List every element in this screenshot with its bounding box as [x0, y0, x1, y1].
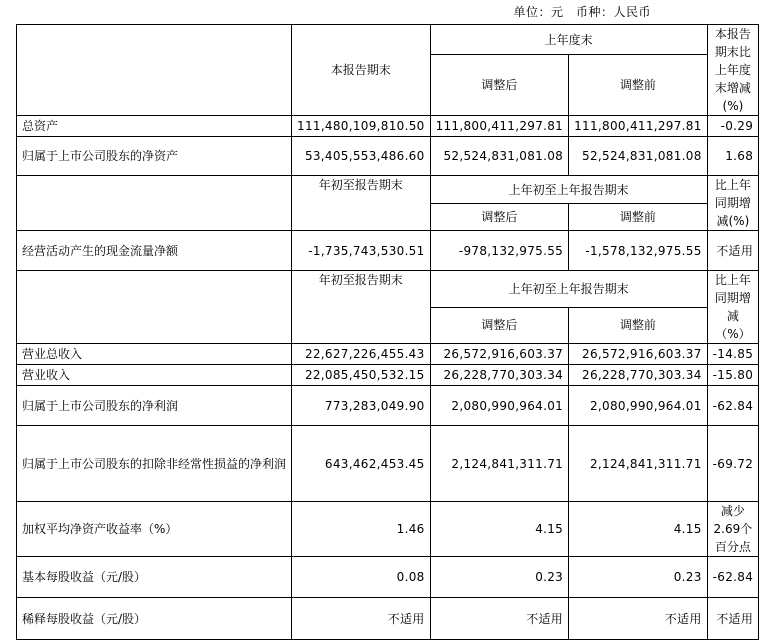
table-row [17, 386, 759, 426]
cell-before: 26,572,916,603.37 [569, 344, 708, 365]
header-prev-year-end: 上年度末 [430, 25, 707, 55]
unit-currency-note: 单位：元 币种：人民币 [513, 5, 651, 19]
cell-change: -62.84 [707, 557, 758, 598]
cell-adjusted: 0.23 [430, 557, 569, 598]
cell-before: 2,080,990,964.01 [569, 386, 708, 426]
financial-data-table [16, 24, 759, 640]
header-adjusted: 调整后 [430, 204, 569, 231]
cell-current: 643,462,453.45 [292, 426, 431, 502]
row-label: 归属于上市公司股东的扣除非经常性损益的净利润 [17, 426, 292, 502]
cell-current: 111,480,109,810.50 [292, 116, 431, 137]
cell-change: -15.80 [707, 365, 758, 386]
cell-current: 773,283,049.90 [292, 386, 431, 426]
header-adjusted: 调整后 [430, 55, 569, 116]
table-row [17, 598, 759, 640]
table-row [17, 231, 759, 271]
cell-change: 不适用 [707, 598, 758, 640]
cell-before: 52,524,831,081.08 [569, 137, 708, 176]
table-row [17, 426, 759, 502]
cell-current: 53,405,553,486.60 [292, 137, 431, 176]
cell-change: 不适用 [707, 231, 758, 271]
cell-current: 不适用 [292, 598, 431, 640]
row-label: 营业收入 [17, 365, 292, 386]
header-change-vs-same-period: 比上年同期增减（%） [707, 271, 758, 344]
cell-current: 22,627,226,455.43 [292, 344, 431, 365]
cell-current: 0.08 [292, 557, 431, 598]
table-row [17, 557, 759, 598]
cell-current: -1,735,743,530.51 [292, 231, 431, 271]
header-blank [17, 25, 292, 116]
row-label: 经营活动产生的现金流量净额 [17, 231, 292, 271]
cell-before: 2,124,841,311.71 [569, 426, 708, 502]
header-ytd-current: 年初至报告期末 [292, 271, 431, 344]
cell-current: 22,085,450,532.15 [292, 365, 431, 386]
header-before-adjustment: 调整前 [569, 55, 708, 116]
cell-before: 0.23 [569, 557, 708, 598]
table-row [17, 365, 759, 386]
cell-adjusted: 26,228,770,303.34 [430, 365, 569, 386]
cell-current: 1.46 [292, 502, 431, 557]
cell-before: 111,800,411,297.81 [569, 116, 708, 137]
header-ytd-current: 年初至报告期末 [292, 176, 431, 231]
cell-before: -1,578,132,975.55 [569, 231, 708, 271]
table-row [17, 344, 759, 365]
cell-change: 1.68 [707, 137, 758, 176]
table-row [17, 137, 759, 176]
cell-adjusted: 2,124,841,311.71 [430, 426, 569, 502]
row-label: 基本每股收益（元/股） [17, 557, 292, 598]
row-label: 总资产 [17, 116, 292, 137]
cell-change: -62.84 [707, 386, 758, 426]
row-label: 归属于上市公司股东的净利润 [17, 386, 292, 426]
row-label: 归属于上市公司股东的净资产 [17, 137, 292, 176]
cell-change: -0.29 [707, 116, 758, 137]
row-label: 营业总收入 [17, 344, 292, 365]
header-current-period-end: 本报告期末 [292, 25, 431, 116]
header-before-adjustment: 调整前 [569, 307, 708, 344]
cell-change: -69.72 [707, 426, 758, 502]
header-prev-ytd: 上年初至上年报告期末 [430, 176, 707, 204]
cell-change: 减少2.69个百分点 [707, 502, 758, 557]
header-blank [17, 271, 292, 344]
row-label: 加权平均净资产收益率（%） [17, 502, 292, 557]
cell-adjusted: 26,572,916,603.37 [430, 344, 569, 365]
table-row [17, 502, 759, 557]
cell-before: 不适用 [569, 598, 708, 640]
row-label: 稀释每股收益（元/股） [17, 598, 292, 640]
table-row [17, 116, 759, 137]
cell-change: -14.85 [707, 344, 758, 365]
header-prev-ytd: 上年初至上年报告期末 [430, 271, 707, 308]
cell-before: 4.15 [569, 502, 708, 557]
header-change-vs-prev-year-end: 本报告期末比上年度末增减(%) [707, 25, 758, 116]
cell-adjusted: -978,132,975.55 [430, 231, 569, 271]
cell-adjusted: 不适用 [430, 598, 569, 640]
cell-before: 26,228,770,303.34 [569, 365, 708, 386]
cell-adjusted: 4.15 [430, 502, 569, 557]
cell-adjusted: 111,800,411,297.81 [430, 116, 569, 137]
header-change-vs-same-period: 比上年同期增减(%) [707, 176, 758, 231]
header-adjusted: 调整后 [430, 307, 569, 344]
cell-adjusted: 52,524,831,081.08 [430, 137, 569, 176]
header-before-adjustment: 调整前 [569, 204, 708, 231]
header-blank [17, 176, 292, 231]
cell-adjusted: 2,080,990,964.01 [430, 386, 569, 426]
